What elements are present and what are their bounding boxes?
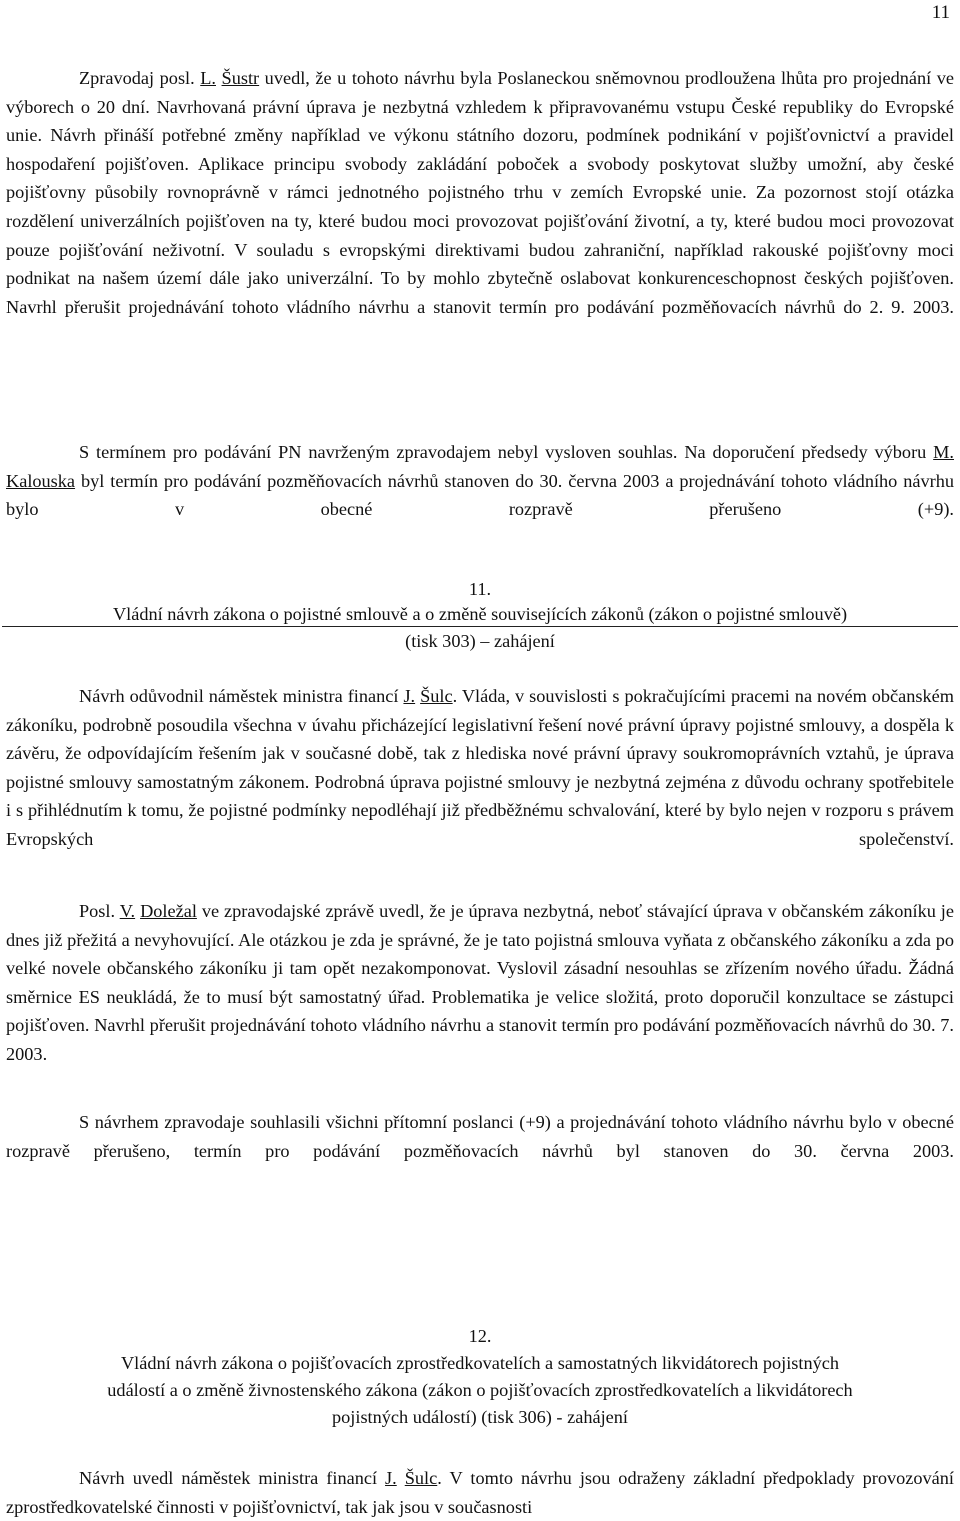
rapporteur-name: Doležal <box>140 901 197 921</box>
page-number: 11 <box>931 2 950 23</box>
text: . V tomto návrhu jsou odraženy základní předpoklady provozování zprostředkovatelské činnosti v pojišťovnictví, tak jak jsou v současnosti <box>6 1468 955 1517</box>
section-12-title-line-1: Vládní návrh zákona o pojišťovacích zprostředkovatelích a samostatných likvidátorech pojistných <box>120 1353 840 1373</box>
minister-name: Šulc <box>420 686 453 706</box>
section-11-number: 11. <box>468 579 492 599</box>
text: S termínem pro podávání PN navrženým zpravodajem nebyl vysloven souhlas. Na doporučení předsedy výboru <box>79 442 934 462</box>
minister-name: Šulc <box>404 1468 438 1488</box>
section-12-title-line-3: pojistných událostí) (tisk 306) - zahájení <box>332 1407 628 1427</box>
text: Návrh odůvodnil náměstek ministra financí <box>79 686 404 706</box>
section-12-number: 12. <box>468 1326 492 1346</box>
text: Návrh uvedl náměstek ministra financí <box>79 1468 386 1488</box>
section-11-subtitle: (tisk 303) – zahájení <box>405 631 555 651</box>
text: Posl. <box>79 901 120 921</box>
paragraph-resolution <box>6 1108 954 1194</box>
section-divider <box>2 626 958 627</box>
text: ve zpravodajské zprávě uvedl, že je úprava nezbytná, neboť stávající úprava v občanském zákoníku je dnes již přežitá a nevyhovující. Ale otázkou je zda je správné, že je tato pojistná smlouva vyňata z občanského zákoníku a zda po velké novele občanského zákoníku ji tam opět nezakomponovat. Vyslovil zásadní nesouhlas se zřízením nového úřadu. Žádná směrnice ES neukládá, že to musí být samostatný úřad. Problematika je velice složitá, proto doporučil konzultace se zástupci pojišťoven. Navrhl přerušit projednávání tohoto vládního návrhu a stanovit termín pro podávání pozměňovacích návrhů do 30. 7. 2003. <box>6 901 954 1064</box>
chair-initial: M. <box>933 442 954 462</box>
text: S návrhem zpravodaje souhlasili všichni přítomní poslanci (+9) a projednávání tohoto vládního návrhu bylo v obecné rozpravě přerušeno, termín pro podávání pozměňovacích návrhů byl stanoven do 30. června 2003. <box>6 1112 954 1161</box>
rapporteur-initial: L. <box>200 68 216 88</box>
text: byl termín pro podávání pozměňovacích návrhů stanoven do 30. června 2003 a projednávání tohoto vládního návrhu bylo v obecné rozpravě přerušeno (+9). <box>6 470 954 520</box>
text: Zpravodaj posl. <box>79 68 201 88</box>
rapporteur-name: Šustr <box>221 68 260 88</box>
rapporteur-initial: V. <box>119 901 136 921</box>
paragraph-rapporteur-sustr <box>6 64 954 350</box>
paragraph-deadline-vote <box>6 438 954 552</box>
chair-name: Kalouska <box>6 470 76 491</box>
paragraph-sulc-intermediaries <box>6 1464 954 1521</box>
minister-initial: J. <box>403 686 416 706</box>
paragraph-sulc-proposal <box>6 682 954 882</box>
text: . Vláda, v souvislosti s pokračujícími pracemi na novém občanském zákoníku, podrobně posoudila všechna v úvahu přicházející legislativní řešení nové právní úpravy pojistné smlouvy, a dospěla k závěru, že odpovídajícím řešením jak v současné době, tak z hlediska nové právní úpravy soukromoprávních vztahů, je úprava pojistné smlouvy samostatným zákonem. Podrobná úprava pojistné smlouvy je nezbytná zejména z důvodu ochrany spotřebitele i s přihlédnutím k tomu, že pojistné podmínky nepodléhají již předběžnému schvalování, které by bylo nejen v rozporu s právem Evropských společenství. <box>6 686 955 849</box>
section-11-title: Vládní návrh zákona o pojistné smlouvě a o změně souvisejících zákonů (zákon o pojistné smlouvě) <box>112 604 848 624</box>
text <box>397 1468 405 1488</box>
text: uvedl, že u tohoto návrhu byla Poslaneckou sněmovnou prodloužena lhůta pro projednání ve výborech o 20 dní. Navrhovaná právní úprava je nezbytná vzhledem k připravovanému vstupu České republiky do Evropské unie. Návrh přináší potřebné změny například ve výkonu státního dozoru, podmínek podnikání v pojišťovnictví a pravidel hospodaření pojišťoven. Aplikace principu svobody zakládání poboček a svobody poskytovat služby umožní, aby české pojišťovny působily rovnoprávně v rámci jednotného pojistného trhu v zemích Evropské unie. Za pozornost stojí otázka rozdělení univerzálních pojišťoven na ty, které budou moci provozovat pojišťování životní, a ty, které budou moci provozovat pouze pojišťování neživotní. V souladu s evropskými direktivami budou zahraniční, například rakouské pojišťovny moci podnikat na našem území dále jako univerzální. To by mohlo zbytečně oslabovat konkurenceschopnost českých pojišťoven. Navrhl přerušit projednávání tohoto vládního návrhu a stanovit termín pro podávání pozměňovacích návrhů do 2. 9. 2003. <box>6 68 955 317</box>
section-12-title-line-2: událostí a o změně živnostenského zákona (zákon o pojišťovacích zprostředkovatelích a likvidátorech <box>107 1380 853 1400</box>
paragraph-dolezal-report <box>6 897 954 1097</box>
minister-initial: J. <box>385 1468 397 1488</box>
